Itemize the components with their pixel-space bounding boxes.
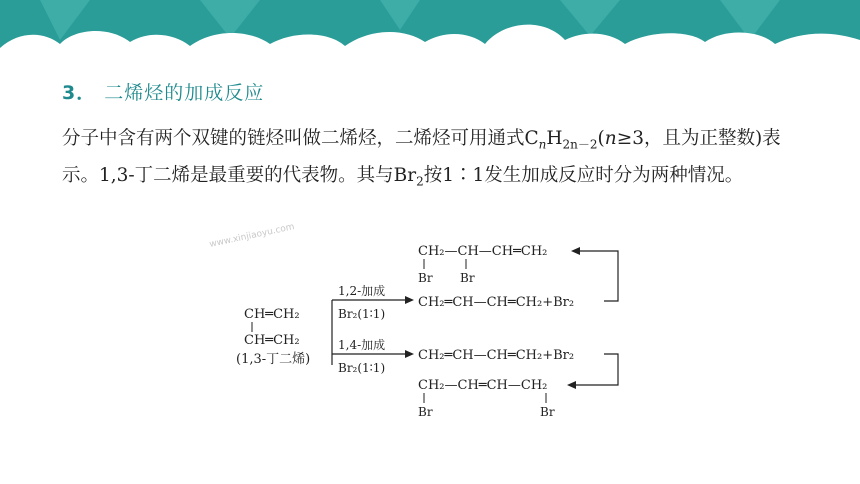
lower-product-br2: Br (540, 405, 555, 419)
header-banner (0, 0, 860, 70)
section-heading (62, 78, 264, 105)
lower-reaction: CH₂═CH—CH═CH₂+Br₂ (418, 348, 575, 363)
reaction-diagram (208, 222, 650, 430)
para-text-2: H (546, 128, 563, 149)
para-text-1: 分子中含有两个双键的链烃叫做二烯烃，二烯烃可用通式C (62, 128, 539, 149)
watermark: www.xinjiaoyu.com (208, 222, 296, 250)
upper-return-arrow (580, 251, 618, 301)
lower-condition-top: 1,4-加成 (338, 338, 386, 352)
body-paragraph (62, 120, 812, 194)
reactant-name: (1,3-丁二烯) (236, 352, 311, 367)
reactant-line2: CH═CH₂ (244, 333, 300, 348)
upper-reaction: CH₂═CH—CH═CH₂+Br₂ (418, 295, 575, 310)
upper-product: CH₂—CH—CH═CH₂ (418, 244, 548, 259)
para-text-5: 按1∶1发生加成反应时分为两种情况。 (423, 165, 744, 186)
upper-condition-bottom: Br₂(1∶1) (338, 307, 386, 321)
upper-return-arrowhead (571, 247, 580, 255)
para-var-n: n (604, 128, 617, 149)
upper-condition-top: 1,2-加成 (338, 284, 386, 298)
para-sub-n: n (538, 137, 547, 152)
lower-arrowhead (405, 350, 414, 358)
lower-product-br1: Br (418, 405, 433, 419)
para-sub-2: 2 (416, 174, 424, 189)
section-number: 3． (62, 82, 97, 104)
upper-product-br1: Br (418, 271, 433, 285)
para-text-4: ≥3，且为正整数)表示。1,3-丁二烯是最重要的代表物。其与Br (62, 128, 781, 186)
lower-return-arrowhead (567, 381, 576, 389)
lower-condition-bottom: Br₂(1∶1) (338, 361, 386, 375)
para-text-3: ( (597, 128, 605, 149)
reactant-line1: CH═CH₂ (244, 307, 300, 322)
para-sub-2n2: 2n－2 (562, 137, 598, 152)
section-title: 二烯烃的加成反应 (104, 82, 265, 104)
lower-return-arrow (576, 354, 618, 385)
upper-product-br2: Br (460, 271, 475, 285)
upper-arrowhead (405, 296, 414, 304)
lower-product: CH₂—CH═CH—CH₂ (418, 378, 548, 393)
